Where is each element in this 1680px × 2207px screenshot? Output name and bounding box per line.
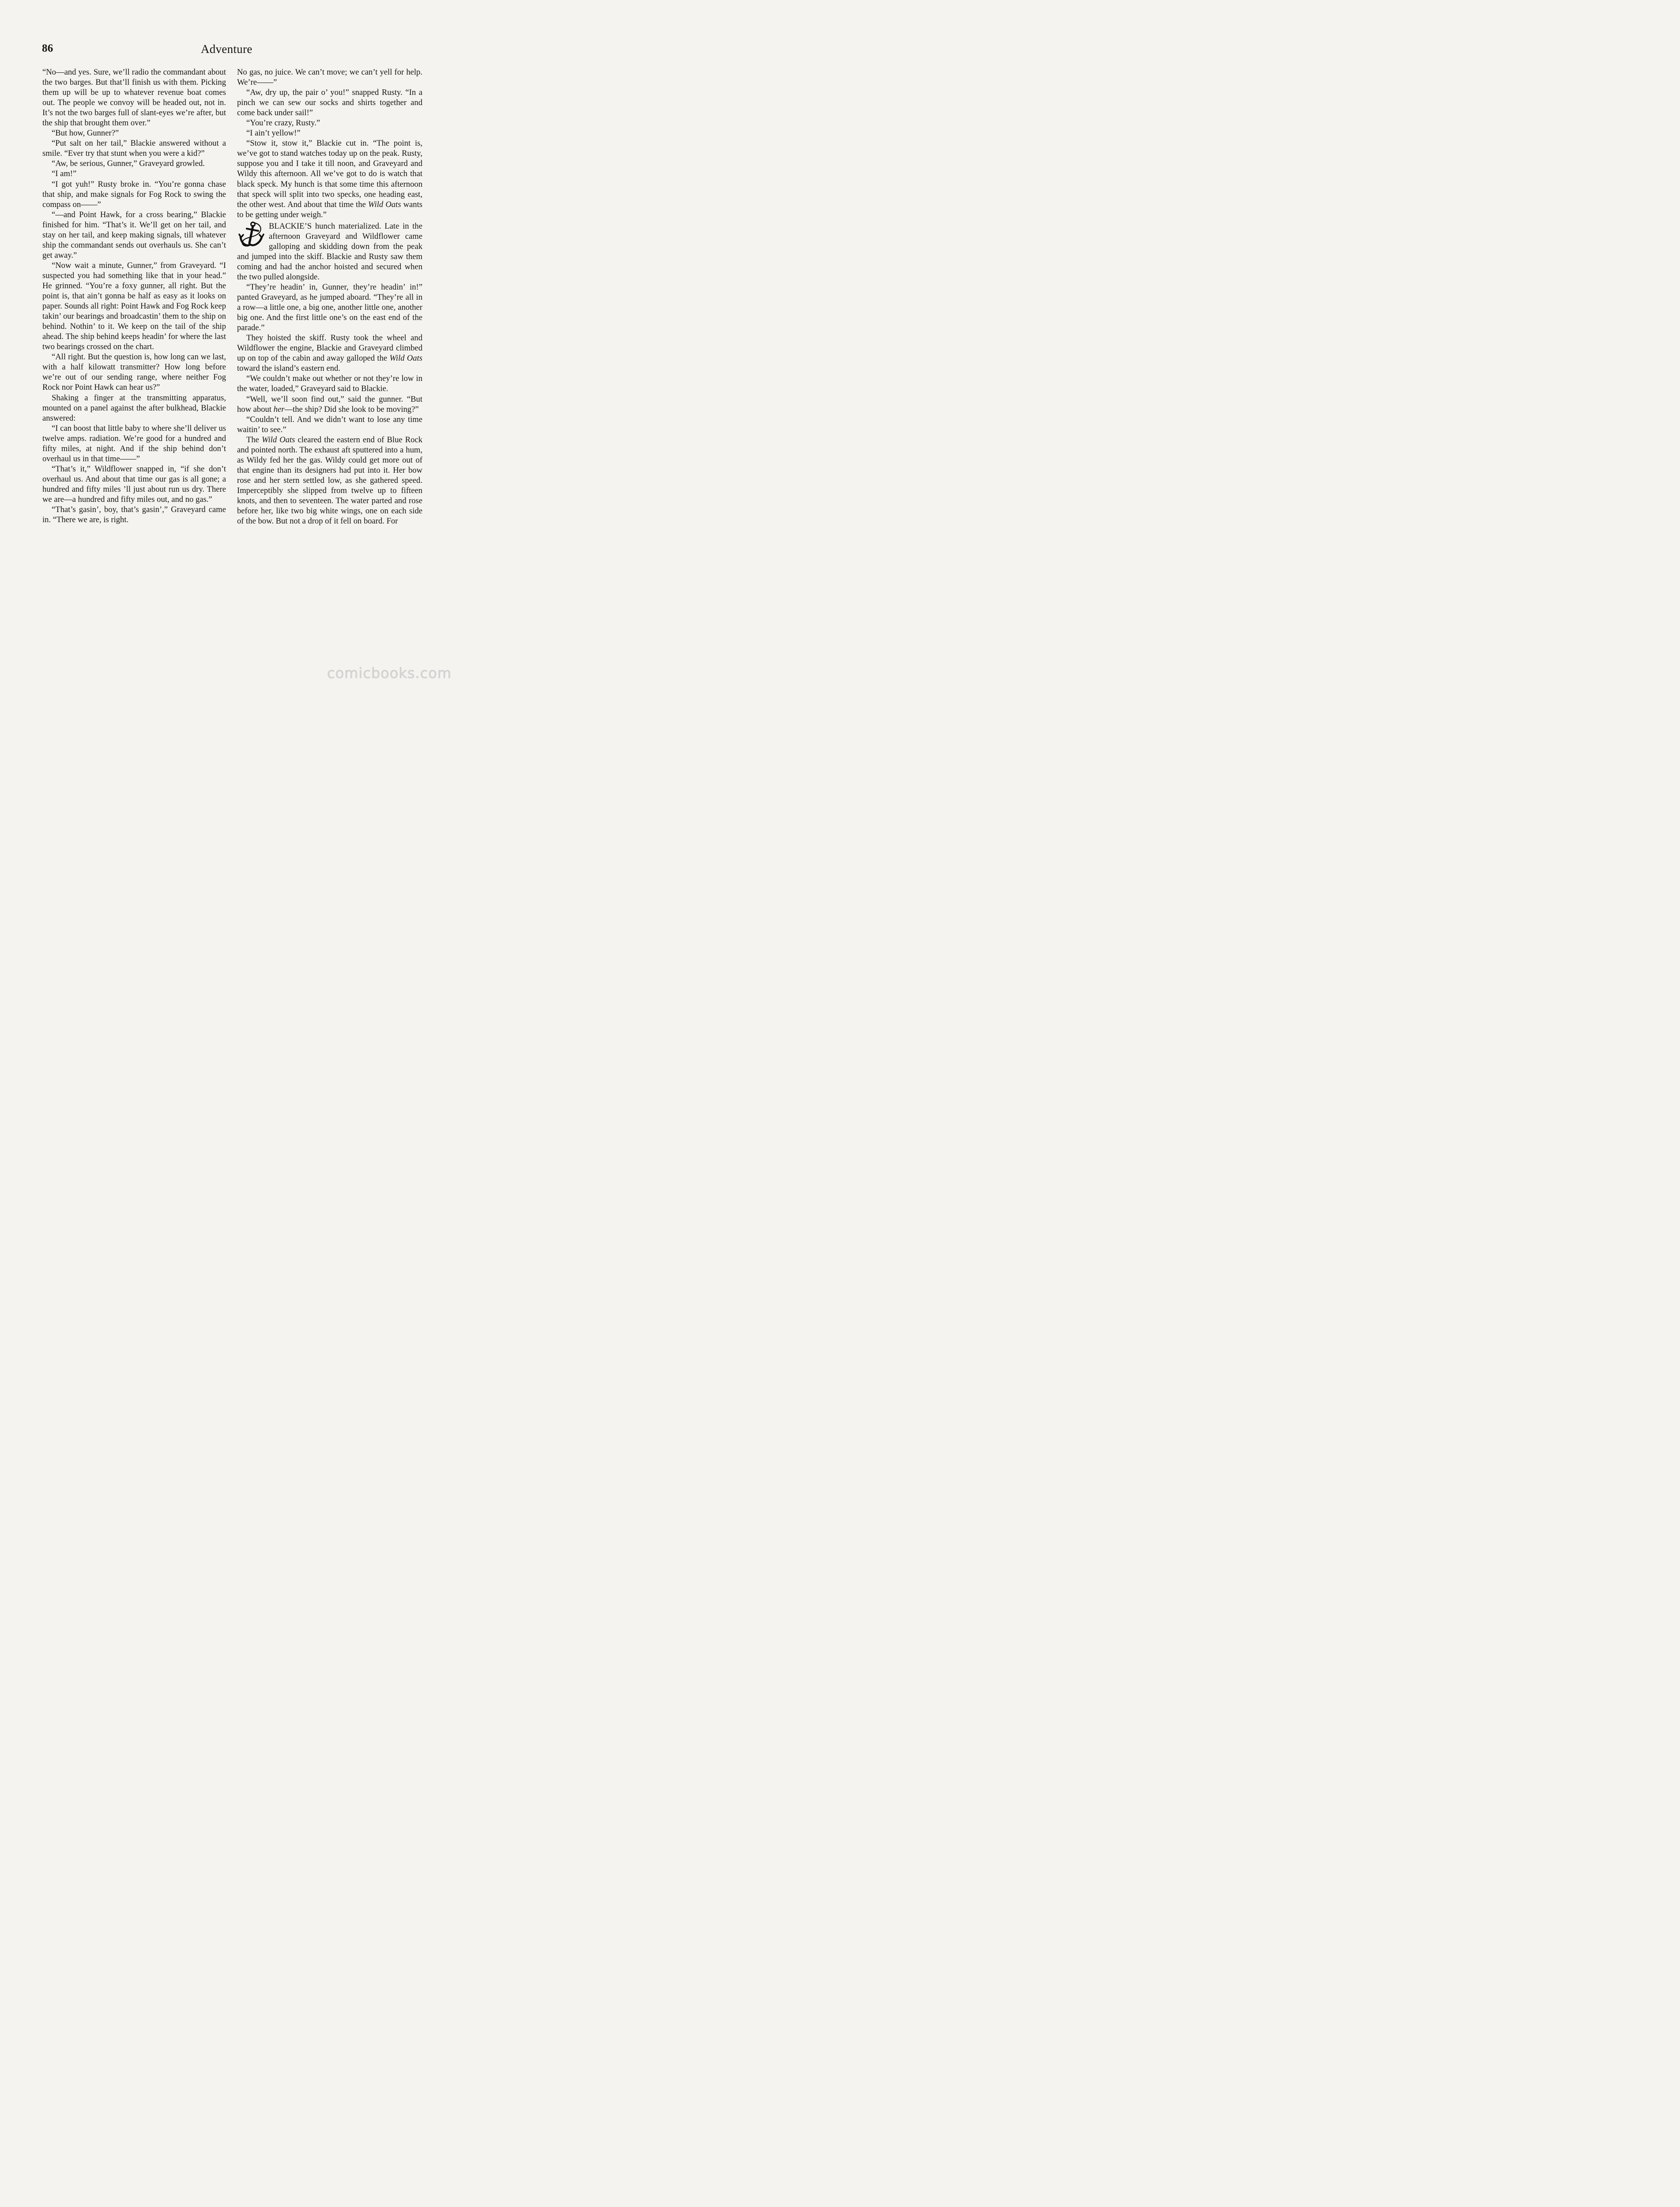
paragraph — [237, 333, 422, 373]
ship-name: Wild Oats — [368, 200, 401, 209]
paragraph: “I am!” — [52, 169, 77, 179]
running-title: Adventure — [201, 42, 252, 56]
watermark: comicbooks.com — [327, 665, 452, 682]
paragraph-text: —the ship? Did she look to be moving?” — [284, 404, 419, 414]
paragraph-text: cleared the eastern end of Blue Rock and pointed north. The exhaust aft sputtered into a hum, as Wildy fed her the gas. Wildy could get more out of that engine than its designers had put into it. Her bow rose and her stern settled low, as she gathered speed. Imperceptibly she slipped from twelve up to fifteen knots, and then to seventeen. The water parted and rose before her, like two big white wings, one on each side of the bow. But not a drop of it fell on board. For — [237, 435, 422, 526]
paragraph-text: wants to be getting under weigh.” — [237, 200, 423, 219]
paragraph: “Aw, dry up, the pair o’ you!” snapped Rusty. “In a pinch we can sew our socks and shirts together and come back under sail!” — [237, 88, 422, 118]
anchor-icon — [237, 221, 265, 248]
paragraph-text: toward the island’s eastern end. — [237, 364, 340, 373]
paragraph: “They’re headin’ in, Gunner, they’re headin’ in!” panted Graveyard, as he jumped aboard. “They’re all in a row—a little one, a big one, another little one, another big one. And the first little one’s on the east end of the parade.” — [237, 282, 422, 333]
paragraph: “That’s it,” Wildflower snapped in, “if she don’t overhaul us. And about that time our gas is all gone; a hundred and fifty miles ’ll just about run us dry. There we are—a hundred and fifty miles out, and no gas.” — [42, 464, 226, 504]
paragraph: “No—and yes. Sure, we’ll radio the commandant about the two barges. But that’ll finish us with them. Picking them up will be up to whatever revenue boat comes out. The people we convoy will be headed out, not in. It’s not the two barges full of slant-eyes we’re after, but the ship that brought them over.” — [42, 68, 226, 128]
paragraph — [237, 394, 422, 414]
paragraph: “—and Point Hawk, for a cross bearing,” Blackie finished for him. “That’s it. We’ll get on her tail, and stay on her tail, and keep making signals, till whatever ship the commandant sends out overhauls us. She can’t get away.” — [42, 210, 226, 260]
paragraph — [237, 138, 422, 219]
ship-name: Wild Oats — [389, 354, 422, 363]
page-number: 86 — [42, 42, 53, 54]
paragraph: “That’s gasin’, boy, that’s gasin’,” Graveyard came in. “There we are, is right. — [42, 505, 226, 525]
paragraph-continuation: No gas, no juice. We can’t move; we can’t yell for help. We’re——” — [237, 68, 422, 87]
paragraph: “I ain’t yellow!” — [246, 128, 301, 138]
section-break — [237, 221, 422, 282]
paragraph: “Aw, be serious, Gunner,” Graveyard growled. — [52, 159, 205, 169]
paragraph: “Put salt on her tail,” Blackie answered without a smile. “Ever try that stunt when you were a kid?” — [42, 139, 226, 158]
paragraph: “All right. But the question is, how long can we last, with a half kilowatt transmitter? How long before we’re out of our sending range, where neither Fog Rock nor Point Hawk can hear us?” — [42, 352, 226, 392]
left-column — [42, 67, 226, 525]
paragraph: “But how, Gunner?” — [52, 128, 119, 138]
section-opening-paragraph: BLACKIE’S hunch materialized. Late in the afternoon Graveyard and Wildflower came galloping and skidding down from the peak and jumped into the skiff. Blackie and Rusty saw them coming and had the anchor hoisted and secured when the two pulled alongside. — [237, 221, 422, 282]
paragraph-text: “Stow it, stow it,” Blackie cut in. “The point is, we’ve got to stand watches today up on the peak. Rusty, suppose you and I take it till noon, and Graveyard and Wildy this afternoon. All we’ve got to do is watch that black speck. My hunch is that some time this afternoon that speck will split into two specks, one heading east, the other west. And about that time the — [237, 139, 422, 209]
paragraph-text: They hoisted the skiff. Rusty took the wheel and Wildflower the engine, Blackie and Graveyard climbed up on top of the cabin and away galloped the — [237, 333, 422, 363]
paragraph: “Couldn’t tell. And we didn’t want to lose any time waitin’ to see.” — [237, 414, 422, 434]
paragraph: “I can boost that little baby to where she’ll deliver us twelve amps. radiation. We’re good for a hundred and fifty miles, at night. And if the ship behind don’t overhaul us in that time——” — [42, 423, 226, 463]
ship-name: Wild Oats — [262, 435, 295, 444]
emphasis: her — [273, 404, 285, 414]
paragraph: “I got yuh!” Rusty broke in. “You’re gonna chase that ship, and make signals for Fog Rock to swing the compass on——” — [42, 179, 226, 209]
paragraph: Shaking a finger at the transmitting apparatus, mounted on a panel against the after bulkhead, Blackie answered: — [42, 393, 226, 423]
paragraph: “You’re crazy, Rusty.” — [246, 118, 320, 128]
paragraph-text: “Well, we’ll soon find out,” said the gunner. “But how about — [237, 394, 422, 414]
paragraph: “We couldn’t make out whether or not they’re low in the water, loaded,” Graveyard said to Blackie. — [237, 374, 422, 394]
paragraph: “Now wait a minute, Gunner,” from Graveyard. “I suspected you had something like that in your head.” He grinned. “You’re a foxy gunner, all right. But the point is, that ain’t gonna be half as easy as it looks on paper. Sounds all right: Point Hawk and Fog Rock keep takin’ our bearings and broadcastin’ them to the ship on behind. Nothin’ to it. We keep on the tail of the ship ahead. The ship behind keeps headin’ for where the last two bearings crossed on the chart. — [42, 260, 226, 352]
paragraph-text: The — [246, 435, 262, 444]
paragraph — [237, 435, 422, 526]
right-column — [237, 67, 422, 526]
